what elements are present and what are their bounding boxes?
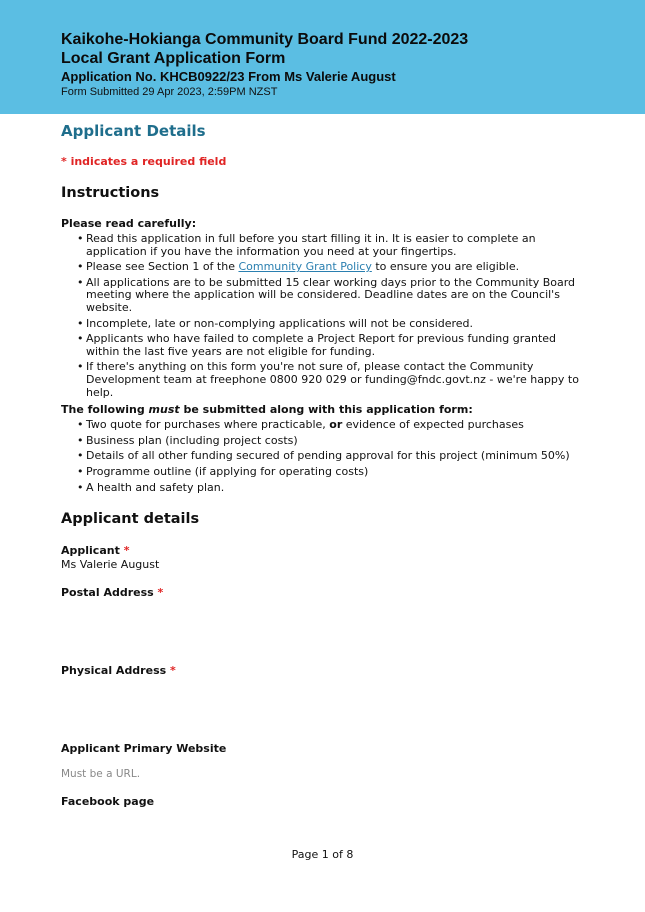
physical-address-field (61, 664, 581, 678)
list-item: • All applications are to be submitted 15 clear working days prior to the Community Board meeting where the application will be considered. Deadline dates are on the Council's website. (77, 277, 581, 315)
required-asterisk: * (123, 544, 130, 558)
facebook-label: Facebook page (61, 795, 155, 809)
application-number: Application No. KHCB0922/23 From Ms Valerie August (61, 69, 396, 84)
section-title: Applicant Details (61, 122, 206, 140)
required-asterisk: * (157, 586, 164, 600)
applicant-value: Ms Valerie August (61, 558, 160, 572)
list-item: • A health and safety plan. (77, 482, 581, 495)
website-hint: Must be a URL. (61, 768, 141, 781)
submit-list (77, 419, 581, 494)
applicant-details-heading: Applicant details (61, 511, 200, 528)
list-item: • Programme outline (if applying for operating costs) (77, 466, 581, 479)
instructions-list (77, 233, 581, 399)
website-field (61, 742, 581, 781)
applicant-label: Applicant * (61, 544, 130, 558)
list-item: • Details of all other funding secured of pending approval for this project (minimum 50%) (77, 450, 581, 463)
page-header (0, 0, 645, 114)
list-item: • Incomplete, late or non-complying applications will not be considered. (77, 318, 581, 331)
list-item: • Business plan (including project costs) (77, 435, 581, 448)
form-content (61, 121, 581, 809)
submitted-date: Form Submitted 29 Apr 2023, 2:59PM NZST (61, 86, 278, 98)
list-item: • Two quote for purchases where practicable, or evidence of expected purchases (77, 419, 581, 432)
list-item: • Please see Section 1 of the Community Grant Policy to ensure you are eligible. (77, 261, 581, 274)
website-label: Applicant Primary Website (61, 742, 227, 756)
fund-title: Kaikohe-Hokianga Community Board Fund 2022-2023 (61, 31, 469, 48)
read-carefully-label: Please read carefully: (61, 217, 197, 230)
required-note: * indicates a required field (61, 155, 227, 168)
form-name: Local Grant Application Form (61, 50, 286, 67)
list-item: • Read this application in full before you start filling it in. It is easier to complete an application if you have the information you need at your fingertips. (77, 233, 581, 258)
submit-list-heading: The following must be submitted along with this application form: (61, 403, 473, 417)
postal-address-field (61, 586, 581, 600)
page-number: Page 1 of 8 (291, 848, 354, 861)
community-grant-policy-link[interactable]: Community Grant Policy (238, 260, 372, 274)
physical-address-label: Physical Address * (61, 664, 176, 678)
list-item: • Applicants who have failed to complete a Project Report for previous funding granted within the last five years are not eligible for funding. (77, 333, 581, 358)
instructions-heading: Instructions (61, 185, 160, 201)
required-asterisk: * (170, 664, 176, 678)
postal-address-label: Postal Address * (61, 586, 164, 600)
applicant-field (61, 544, 581, 571)
list-item: • If there's anything on this form you're not sure of, please contact the Community Development team at freephone 0800 920 029 or funding@fndc.govt.nz - we're happy to help. (77, 361, 581, 399)
facebook-field (61, 795, 581, 809)
